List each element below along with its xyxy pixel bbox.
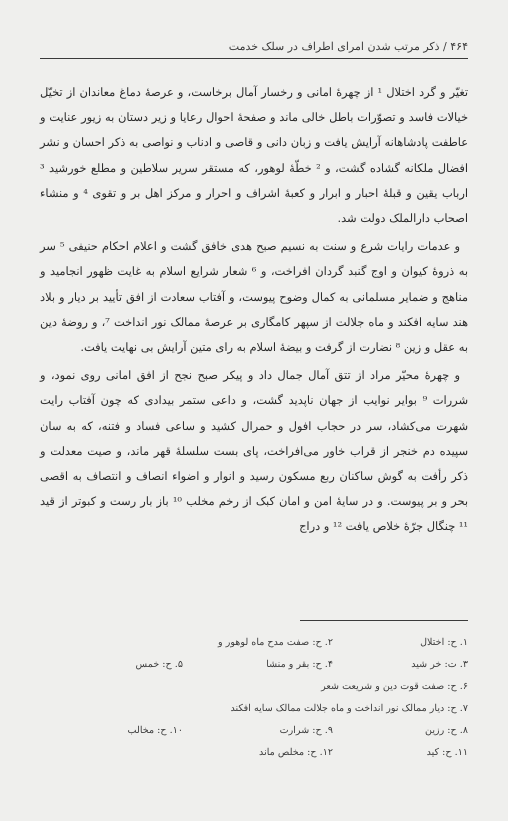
footnote-rule (300, 620, 468, 621)
footnote: ۱۰. ح: مخالب (127, 725, 183, 736)
footnote-row (40, 676, 468, 698)
footnote: ۸. ح: رزین (425, 725, 468, 736)
footnote: ۶. ح: صفت قوت دین و شریعت شعر (321, 681, 468, 692)
footnote-row (40, 742, 468, 764)
footnote: ۲. ح: صفت مدح ماه لوهور و (218, 637, 333, 648)
paragraph-2: و عدمات رایات شرع و سنت به نسیم صبح هدی خافق گشت و اعلام احکام حنیفی ⁵ سر به ذروهٔ کیوان و اوج گنبد گردان افراخت، و ⁶ شعار شرایع اسلام به غایت ظهور انجامید و مناهج و ضمایر مسلمانی به کمال وضوح پیوست، و آفتاب سعادت از افق تأیید بر دیار و بلاد هند سایه افکند و ماه جلالت از سپهر کامگاری بر عرصهٔ ممالک نور انداخت ⁷، و روضهٔ دین به عقل و زین ⁸ نضارت از گرفت و بیضهٔ اسلام به رای متین آرایش بی نهایت یافت. (40, 239, 468, 355)
footnote: ۷. ح: دیار ممالک نور انداخت و ماه جلالت ممالک سایه افکند (230, 703, 468, 714)
body-text (40, 80, 468, 543)
footnote-row (40, 720, 468, 742)
header-rule (40, 58, 468, 59)
footnote-row (40, 632, 468, 654)
footnote: ۴. ح: بقر و منشا (266, 659, 333, 670)
running-head: ۴۶۴ / ذکر مرتب شدن امرای اطراف در سلک خدمت (228, 40, 468, 53)
footnote-row (40, 698, 468, 720)
footnote: ۳. ت: خر شید (411, 659, 468, 670)
footnote-row (40, 654, 468, 676)
footnote: ۱۱. ح: کید (426, 747, 468, 758)
paragraph-1: تغیّر و گرد اختلال ¹ از چهرهٔ امانی و رخسار آمال برخاست، و عرصهٔ دماغ معاندان از تخیّل خیالات فاسد و تصوّرات باطل خالی ماند و صفحهٔ احوال رعایا و زیر دستان به زیور عنایت و عاطفت پادشاهانه آرایش یافت و زبان دانی و قاصی و ادناب و نواصی به ذکر احسان و نشر افضال ملکانه گشاده گشت، و ² خطّهٔ لوهور، که مستقر سریر سلاطین و مطلع خورشید ³ ارباب یقین و قبلهٔ احبار و ابرار و کعبهٔ اشراف و احرار و مرکز اهل بر و تقوی ⁴ و منشاء اصحاب دارالملک دولت شد. (40, 85, 468, 226)
footnotes (40, 632, 468, 764)
footnote: ۱۲. ح: مخلص ماند (259, 747, 333, 758)
footnote: ۵. ح: خمس (135, 659, 183, 670)
footnote (40, 632, 183, 654)
footnote: ۱. ح: اختلال (420, 637, 468, 648)
footnote (40, 742, 183, 764)
footnote: ۹. ح: شرارت (279, 725, 333, 736)
paragraph-3: و چهرهٔ محیّر مراد از تتق آمال جمال داد و پیکر صبح نجح از افق امانی روی نمود، و شررات ⁹ بوایر نوایب از جهان ناپدید گشت، و داعی ستمر بیدادی که چون آفتاب رایت شهرت می‌کشاد، سر در حجاب افول و حمرال کشید و ساعی فساد و فتنه، که به سان سپیده دم خنجر از قراب خاور می‌افراخت، پای بست سلسلهٔ قهر ماند، و صیت معدلت و ذکر رأفت به گوش ساکنان ربع مسکون رسید و انوار و اضواء انصاف و انتصاف به اقصی بحر و بر پیوست. و در سایهٔ امن و امان کبک از رخم مخلب ¹⁰ باز بار رست و کبوتر از قید ¹¹ چنگال جرّهٔ خلاص یافت ¹² و دراج (40, 368, 468, 534)
